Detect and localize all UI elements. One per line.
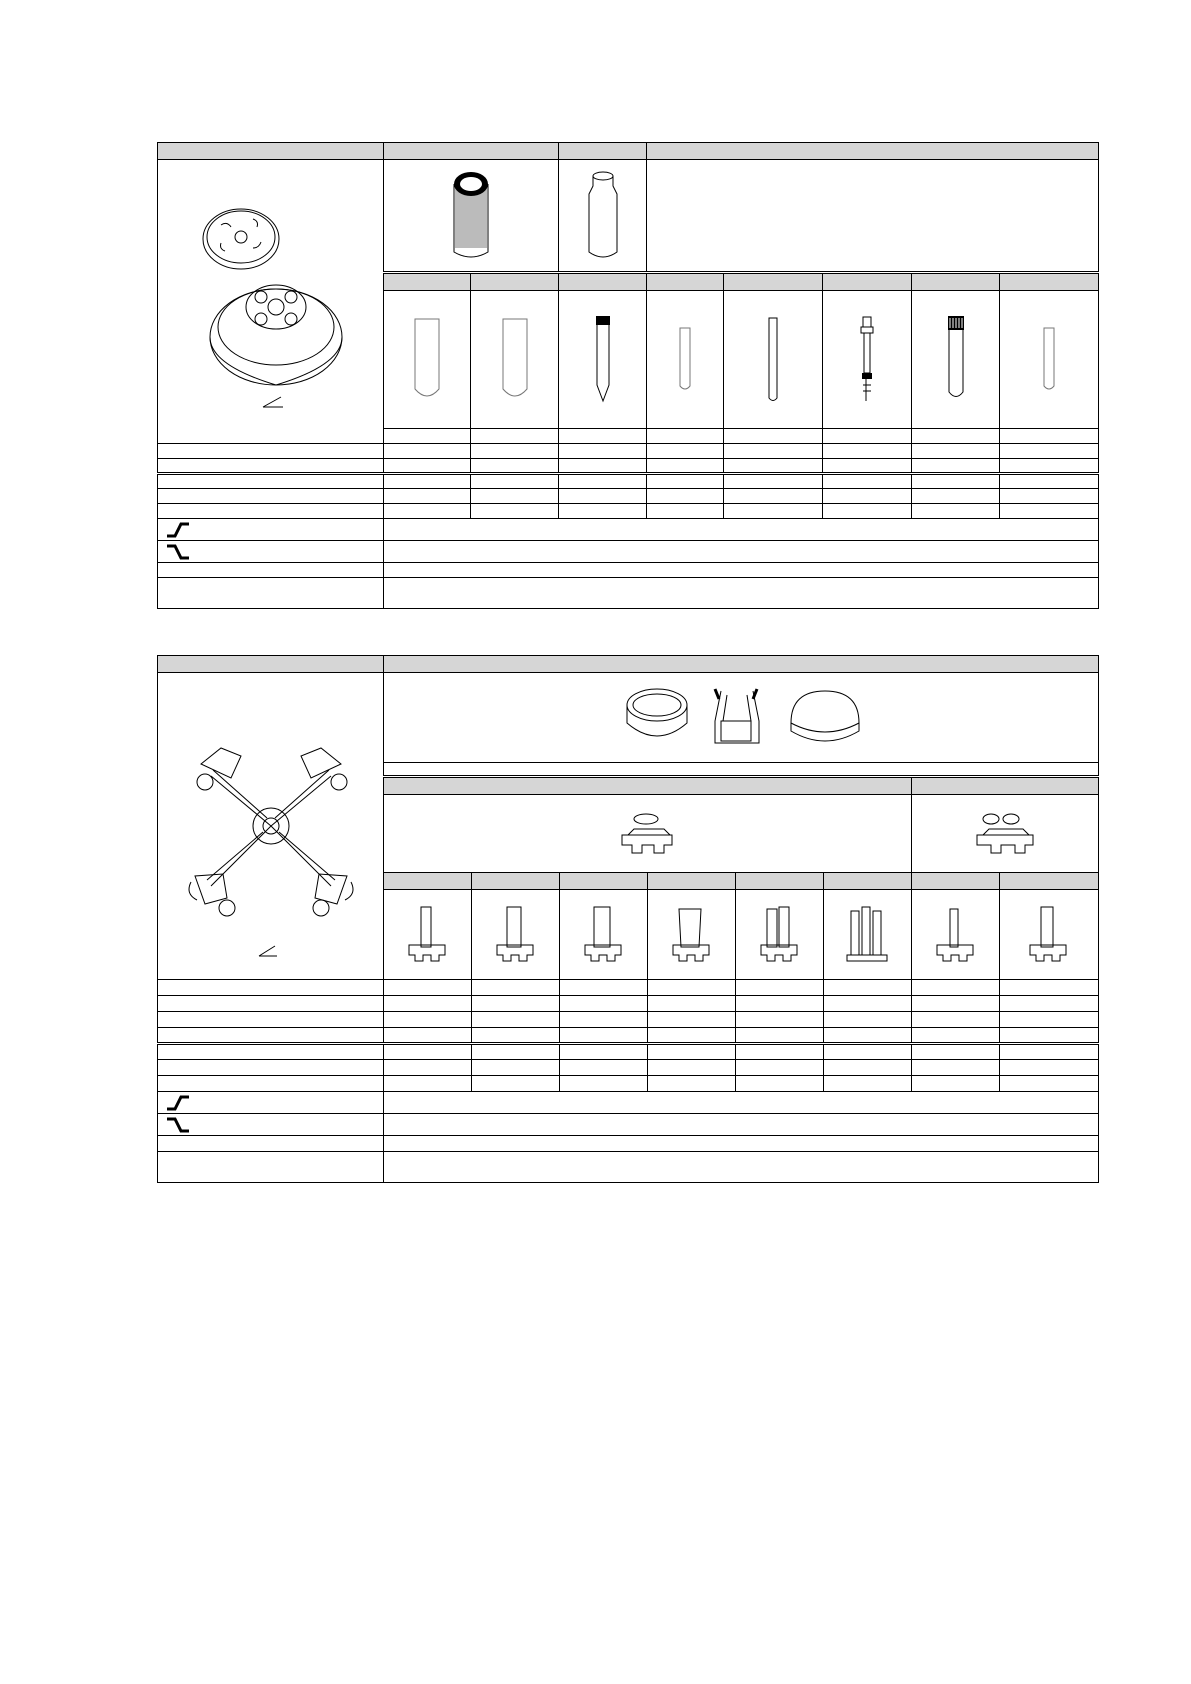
adapter-header-4 xyxy=(647,273,724,291)
tube-wide-icon xyxy=(500,315,530,405)
adapter-image-5 xyxy=(736,890,824,980)
tube-image-8 xyxy=(1000,291,1099,429)
footer-label xyxy=(158,563,384,578)
bucket-caption xyxy=(384,763,1099,777)
spec-cell xyxy=(912,1028,1000,1044)
spec-cell xyxy=(471,489,559,504)
spec-cell xyxy=(823,459,912,474)
spec-cell xyxy=(471,444,559,459)
description-header xyxy=(647,143,1099,160)
spec-cell xyxy=(471,429,559,444)
spec-row-label xyxy=(158,474,384,489)
bucket-image-cell xyxy=(384,673,1099,763)
spec-cell xyxy=(824,1076,912,1092)
spec-cell xyxy=(736,1044,824,1060)
tube-image-3 xyxy=(559,291,647,429)
spec-cell xyxy=(559,459,647,474)
spec-row-label xyxy=(158,980,384,996)
bucket-insert-image xyxy=(559,160,647,273)
carrier-image-1 xyxy=(384,795,912,873)
spec-cell xyxy=(912,1076,1000,1092)
adapter-header-2 xyxy=(471,273,559,291)
spec-row-label xyxy=(158,489,384,504)
spec-cell xyxy=(736,1076,824,1092)
bucket-parts-icon xyxy=(621,683,861,753)
spec-row-label xyxy=(158,996,384,1012)
spec-cell xyxy=(647,504,724,519)
adapter-single-tube-icon xyxy=(579,905,629,965)
footer-value xyxy=(384,563,1099,578)
spec-row-label xyxy=(158,444,384,459)
spec-cell xyxy=(1000,1012,1099,1028)
footer-label xyxy=(158,578,384,609)
spec-cell xyxy=(560,1012,648,1028)
mesh-basket-icon xyxy=(446,166,496,266)
spec-cell xyxy=(1000,504,1099,519)
spec-cell xyxy=(823,429,912,444)
spec-cell xyxy=(824,1060,912,1076)
adapter-double-tube-icon xyxy=(755,905,805,965)
rotor-header xyxy=(158,656,384,673)
spec-cell xyxy=(823,489,912,504)
tube-image-7 xyxy=(912,291,1000,429)
spec-cell xyxy=(559,489,647,504)
adapter-header-5 xyxy=(736,873,824,890)
carrier-clip-icon xyxy=(608,809,688,859)
deceleration-ramp-icon xyxy=(166,543,190,561)
spec-cell xyxy=(384,980,472,996)
spec-cell xyxy=(472,1076,560,1092)
tube-image-2 xyxy=(471,291,559,429)
spec-cell xyxy=(823,504,912,519)
adapter-image-3 xyxy=(560,890,648,980)
spec-cell xyxy=(912,980,1000,996)
adapter-header-8 xyxy=(1000,873,1099,890)
rotor-image-cell xyxy=(158,160,384,444)
spec-row-label xyxy=(384,429,471,444)
spec-cell xyxy=(384,504,471,519)
spec-cell xyxy=(912,1012,1000,1028)
adapter-image-7 xyxy=(912,890,1000,980)
spec-row-label xyxy=(158,504,384,519)
spec-cell xyxy=(472,1028,560,1044)
adapter-header-1 xyxy=(384,273,471,291)
adapter-header-1 xyxy=(384,873,472,890)
spec-cell xyxy=(384,459,471,474)
spec-cell xyxy=(647,459,724,474)
adapter-single-tube-icon xyxy=(667,905,717,965)
tube-long-icon xyxy=(765,315,781,405)
deceleration-label-cell xyxy=(158,541,384,563)
spec-cell xyxy=(471,504,559,519)
spec-cell xyxy=(560,1076,648,1092)
spec-row-label xyxy=(158,1028,384,1044)
spec-cell xyxy=(472,1044,560,1060)
acceleration-ramp-icon xyxy=(166,1094,190,1112)
adapter-image-8 xyxy=(1000,890,1099,980)
footer-label xyxy=(158,1152,384,1183)
spec-cell xyxy=(912,444,1000,459)
spec-cell xyxy=(647,429,724,444)
spec-cell xyxy=(1000,1044,1099,1060)
spec-cell xyxy=(912,1060,1000,1076)
spec-cell xyxy=(1000,444,1099,459)
spec-cell xyxy=(560,1060,648,1076)
footer-value xyxy=(384,1136,1099,1152)
spec-cell xyxy=(384,1028,472,1044)
spec-cell xyxy=(1000,429,1099,444)
spec-cell xyxy=(560,996,648,1012)
spec-cell xyxy=(472,1060,560,1076)
spec-cell xyxy=(736,980,824,996)
tube-image-6 xyxy=(823,291,912,429)
spec-cell xyxy=(647,474,724,489)
adapter-image-2 xyxy=(472,890,560,980)
spec-cell xyxy=(724,489,823,504)
spec-cell xyxy=(648,980,736,996)
insert-header xyxy=(559,143,647,160)
adapter-header-4 xyxy=(648,873,736,890)
spec-cell xyxy=(384,444,471,459)
footer-value xyxy=(384,578,1099,609)
deceleration-label-cell xyxy=(158,1114,384,1136)
adapter-single-tube-icon xyxy=(1024,905,1074,965)
bucket-cap-icon xyxy=(791,691,859,741)
spec-row-label xyxy=(158,1012,384,1028)
adapter-header-6 xyxy=(824,873,912,890)
carrier-header-2 xyxy=(912,777,1099,795)
spec-cell xyxy=(1000,1028,1099,1044)
footer-label xyxy=(158,1136,384,1152)
spec-cell xyxy=(912,429,1000,444)
spec-cell xyxy=(559,504,647,519)
acceleration-label-cell xyxy=(158,1092,384,1114)
mesh-basket-image xyxy=(384,160,559,273)
spec-cell xyxy=(824,980,912,996)
carrier-clip-icon xyxy=(965,809,1045,859)
spec-row-label xyxy=(158,1044,384,1060)
tube-thin-icon xyxy=(677,325,693,395)
spec-cell xyxy=(384,474,471,489)
spec-cell xyxy=(647,489,724,504)
tube-thin-icon xyxy=(1041,325,1057,395)
spec-cell xyxy=(384,1044,472,1060)
spec-cell xyxy=(824,996,912,1012)
spec-cell xyxy=(472,996,560,1012)
spec-cell xyxy=(648,1028,736,1044)
spec-cell xyxy=(1000,996,1099,1012)
spec-cell xyxy=(472,1012,560,1028)
acceleration-value xyxy=(384,1092,1099,1114)
acceleration-ramp-icon xyxy=(166,521,190,539)
spec-cell xyxy=(1000,474,1099,489)
spec-cell xyxy=(823,444,912,459)
spec-cell xyxy=(384,489,471,504)
spec-cell xyxy=(1000,459,1099,474)
acceleration-value xyxy=(384,519,1099,541)
adapter-image-1 xyxy=(384,890,472,980)
spec-cell xyxy=(384,1076,472,1092)
tube-syringe-icon xyxy=(857,315,877,405)
spec-cell xyxy=(384,1012,472,1028)
spec-cell xyxy=(560,1044,648,1060)
bucket-insert-icon xyxy=(583,166,623,266)
spec-cell xyxy=(736,1012,824,1028)
swing-rotor-icon xyxy=(171,686,371,966)
adapter-header-7 xyxy=(912,873,1000,890)
spec-cell xyxy=(648,996,736,1012)
adapter-header-5 xyxy=(724,273,823,291)
spec-cell xyxy=(472,980,560,996)
spec-row-label xyxy=(158,459,384,474)
rotor-image-cell xyxy=(158,673,384,980)
spec-cell xyxy=(736,1060,824,1076)
footer-value xyxy=(384,1152,1099,1183)
spec-cell xyxy=(648,1044,736,1060)
spec-cell xyxy=(559,444,647,459)
spec-cell xyxy=(824,1028,912,1044)
tube-conical-cap-icon xyxy=(591,315,615,405)
adapter-single-tube-icon xyxy=(491,905,541,965)
adapter-triple-tube-icon xyxy=(843,905,893,965)
bucket-header xyxy=(384,656,1099,673)
spec-cell xyxy=(1000,980,1099,996)
spec-cell xyxy=(912,459,1000,474)
acceleration-label-cell xyxy=(158,519,384,541)
tube-image-4 xyxy=(647,291,724,429)
spec-cell xyxy=(724,429,823,444)
spec-row-label xyxy=(158,1076,384,1092)
spec-cell xyxy=(823,474,912,489)
spec-cell xyxy=(648,1060,736,1076)
spec-cell xyxy=(736,1028,824,1044)
tube-image-1 xyxy=(384,291,471,429)
adapter-header-6 xyxy=(823,273,912,291)
deceleration-value xyxy=(384,1114,1099,1136)
adapter-header-8 xyxy=(1000,273,1099,291)
spec-cell xyxy=(648,1076,736,1092)
spec-cell xyxy=(1000,1060,1099,1076)
bucket-frame-icon xyxy=(715,689,759,743)
spec-cell xyxy=(560,1028,648,1044)
adapter-header-2 xyxy=(472,873,560,890)
spec-cell xyxy=(384,996,472,1012)
spec-cell xyxy=(1000,1076,1099,1092)
spec-cell xyxy=(560,980,648,996)
tube-vacutainer-icon xyxy=(944,315,968,405)
adapter-image-6 xyxy=(824,890,912,980)
spec-cell xyxy=(724,504,823,519)
rotor-spec-table-2 xyxy=(157,655,1099,1183)
adapter-header-3 xyxy=(560,873,648,890)
spec-cell xyxy=(384,1060,472,1076)
carrier-image-2 xyxy=(912,795,1099,873)
carrier-header-1 xyxy=(384,777,912,795)
tube-image-5 xyxy=(724,291,823,429)
adapter-single-tube-icon xyxy=(403,905,453,965)
spec-cell xyxy=(724,459,823,474)
spec-cell xyxy=(724,474,823,489)
spec-cell xyxy=(471,459,559,474)
description-cell xyxy=(647,160,1099,273)
rotor-spec-table-1 xyxy=(157,142,1099,609)
tube-wide-icon xyxy=(412,315,442,405)
angle-rotor-icon xyxy=(191,187,351,417)
spec-cell xyxy=(471,474,559,489)
spec-cell xyxy=(559,474,647,489)
deceleration-value xyxy=(384,541,1099,563)
spec-cell xyxy=(912,996,1000,1012)
spec-cell xyxy=(736,996,824,1012)
adapter-header-3 xyxy=(559,273,647,291)
spec-cell xyxy=(824,1044,912,1060)
spec-cell xyxy=(559,429,647,444)
spec-cell xyxy=(912,489,1000,504)
spec-cell xyxy=(724,444,823,459)
spec-cell xyxy=(648,1012,736,1028)
bucket-ring-icon xyxy=(627,689,687,736)
basket-header xyxy=(384,143,559,160)
rotor-header xyxy=(158,143,384,160)
spec-cell xyxy=(824,1012,912,1028)
spec-cell xyxy=(647,444,724,459)
spec-row-label xyxy=(158,1060,384,1076)
spec-cell xyxy=(912,474,1000,489)
deceleration-ramp-icon xyxy=(166,1116,190,1134)
adapter-image-4 xyxy=(648,890,736,980)
spec-cell xyxy=(912,504,1000,519)
adapter-single-tube-icon xyxy=(931,905,981,965)
spec-cell xyxy=(912,1044,1000,1060)
adapter-header-7 xyxy=(912,273,1000,291)
spec-cell xyxy=(1000,489,1099,504)
